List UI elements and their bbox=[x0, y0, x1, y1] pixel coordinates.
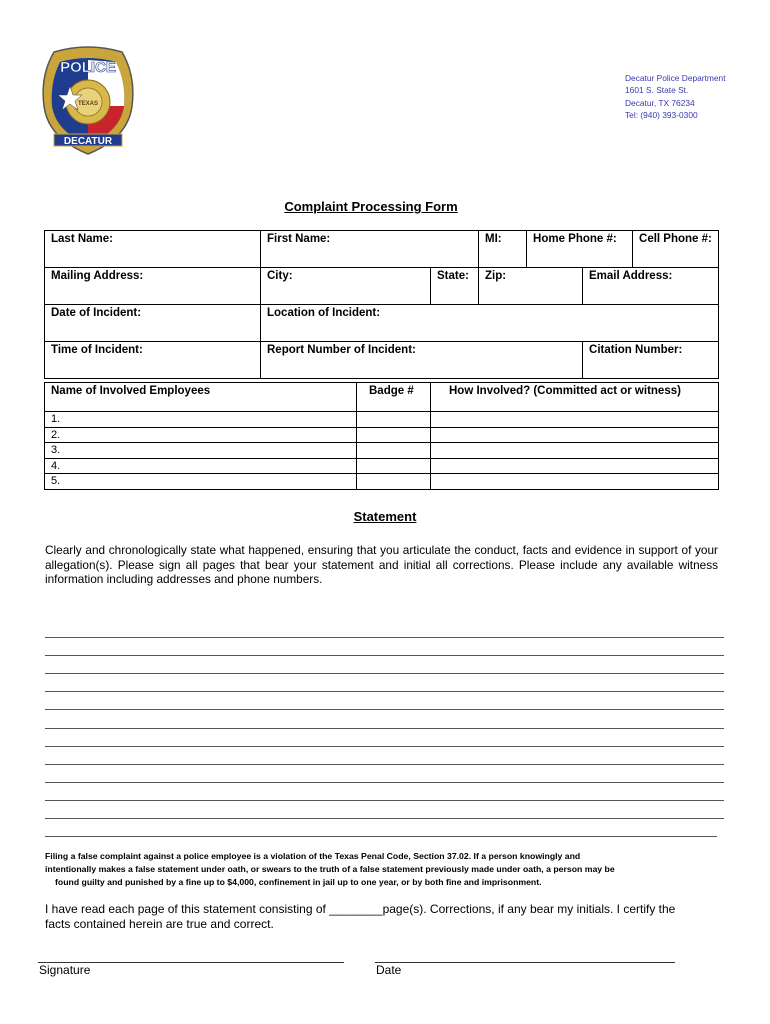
statement-line[interactable] bbox=[45, 710, 724, 728]
statement-line[interactable] bbox=[45, 692, 724, 710]
table-row bbox=[45, 458, 719, 474]
employees-header-table bbox=[44, 382, 719, 412]
involvement-cell[interactable] bbox=[431, 443, 719, 459]
badge-cell[interactable] bbox=[357, 474, 431, 490]
police-badge-logo bbox=[40, 46, 136, 156]
form-title: Complaint Processing Form bbox=[284, 199, 458, 214]
zip-field[interactable]: Zip: bbox=[479, 268, 583, 305]
department-street: 1601 S. State St. bbox=[625, 85, 689, 96]
statement-lines[interactable] bbox=[45, 620, 724, 837]
statement-line[interactable] bbox=[45, 801, 724, 819]
acknowledgement bbox=[45, 902, 718, 933]
employee-name-cell[interactable]: 2. bbox=[45, 427, 357, 443]
statement-line[interactable] bbox=[45, 656, 724, 674]
statement-line[interactable] bbox=[45, 638, 724, 656]
badge-cell[interactable] bbox=[357, 458, 431, 474]
statement-line[interactable] bbox=[45, 729, 724, 747]
city-field[interactable]: City: bbox=[261, 268, 431, 305]
statement-line[interactable] bbox=[45, 783, 724, 801]
department-city: Decatur, TX 76234 bbox=[625, 97, 695, 108]
svg-text:TEXAS: TEXAS bbox=[77, 101, 99, 107]
home-phone-field[interactable]: Home Phone #: bbox=[527, 231, 633, 268]
email-field[interactable]: Email Address: bbox=[583, 268, 719, 305]
statement-instructions: Clearly and chronologically state what happened, ensuring that you articulate the conduct, facts and evidence in support of your allegation(s). Please sign all pages that bear your statement and initial all corrections. Please include any available witness information including addresses and phone numbers. bbox=[45, 543, 718, 587]
time-of-incident-field[interactable]: Time of Incident: bbox=[45, 342, 261, 379]
statement-line[interactable] bbox=[45, 747, 724, 765]
complainant-info-table bbox=[44, 230, 719, 379]
involvement-cell[interactable] bbox=[431, 427, 719, 443]
employee-name-cell[interactable]: 5. bbox=[45, 474, 357, 490]
warning-line: found guilty and punished by a fine up to $4,000, confinement in jail up to one year, or by both fine and imprisonment. bbox=[55, 877, 542, 887]
false-complaint-warning bbox=[45, 850, 721, 889]
statement-line[interactable] bbox=[45, 819, 717, 837]
employee-name-cell[interactable]: 4. bbox=[45, 458, 357, 474]
badge-cell[interactable] bbox=[357, 443, 431, 459]
involvement-cell[interactable] bbox=[431, 458, 719, 474]
badge-cell[interactable] bbox=[357, 427, 431, 443]
statement-line[interactable] bbox=[45, 674, 724, 692]
table-row bbox=[45, 474, 719, 490]
badge-cell[interactable] bbox=[357, 412, 431, 428]
table-row bbox=[45, 427, 719, 443]
how-involved-header: How Involved? (Committed act or witness) bbox=[431, 383, 719, 412]
location-of-incident-field[interactable]: Location of Incident: bbox=[261, 305, 719, 342]
mailing-address-field[interactable]: Mailing Address: bbox=[45, 268, 261, 305]
warning-line: Filing a false complaint against a police employee is a violation of the Texas Penal Code, Section 37.02. If a person knowingly and bbox=[45, 851, 581, 861]
employee-name-cell[interactable]: 1. bbox=[45, 412, 357, 428]
acknowledgement-line: I have read each page of this statement consisting of ________page(s). Corrections, if any bear my initials. I certify the bbox=[45, 902, 676, 916]
svg-text:POLICE: POLICE bbox=[60, 59, 116, 76]
department-phone: Tel: (940) 393-0300 bbox=[625, 109, 698, 120]
badge-number-header: Badge # bbox=[357, 383, 431, 412]
involvement-cell[interactable] bbox=[431, 412, 719, 428]
department-address bbox=[625, 72, 726, 121]
signature-label: Signature bbox=[39, 963, 91, 977]
mi-field[interactable]: MI: bbox=[479, 231, 527, 268]
involvement-cell[interactable] bbox=[431, 474, 719, 490]
svg-text:DECATUR: DECATUR bbox=[63, 136, 113, 147]
employees-table bbox=[44, 411, 719, 490]
table-row bbox=[45, 412, 719, 428]
warning-line: intentionally makes a false statement under oath, or swears to the truth of a false statement previously made under oath, a person may be bbox=[45, 864, 615, 874]
date-label: Date bbox=[376, 963, 402, 977]
employee-name-cell[interactable]: 3. bbox=[45, 443, 357, 459]
last-name-field[interactable]: Last Name: bbox=[45, 231, 261, 268]
statement-line[interactable] bbox=[45, 620, 724, 638]
date-line[interactable] bbox=[375, 962, 675, 964]
table-row bbox=[45, 443, 719, 459]
cell-phone-field[interactable]: Cell Phone #: bbox=[633, 231, 719, 268]
report-number-field[interactable]: Report Number of Incident: bbox=[261, 342, 583, 379]
first-name-field[interactable]: First Name: bbox=[261, 231, 479, 268]
employee-name-header: Name of Involved Employees bbox=[45, 383, 357, 412]
acknowledgement-line: facts contained herein are true and correct. bbox=[45, 917, 274, 932]
statement-line[interactable] bbox=[45, 765, 724, 783]
statement-title: Statement bbox=[353, 509, 417, 524]
date-of-incident-field[interactable]: Date of Incident: bbox=[45, 305, 261, 342]
state-field[interactable]: State: bbox=[431, 268, 479, 305]
department-name: Decatur Police Department bbox=[625, 73, 726, 83]
citation-number-field[interactable]: Citation Number: bbox=[583, 342, 719, 379]
